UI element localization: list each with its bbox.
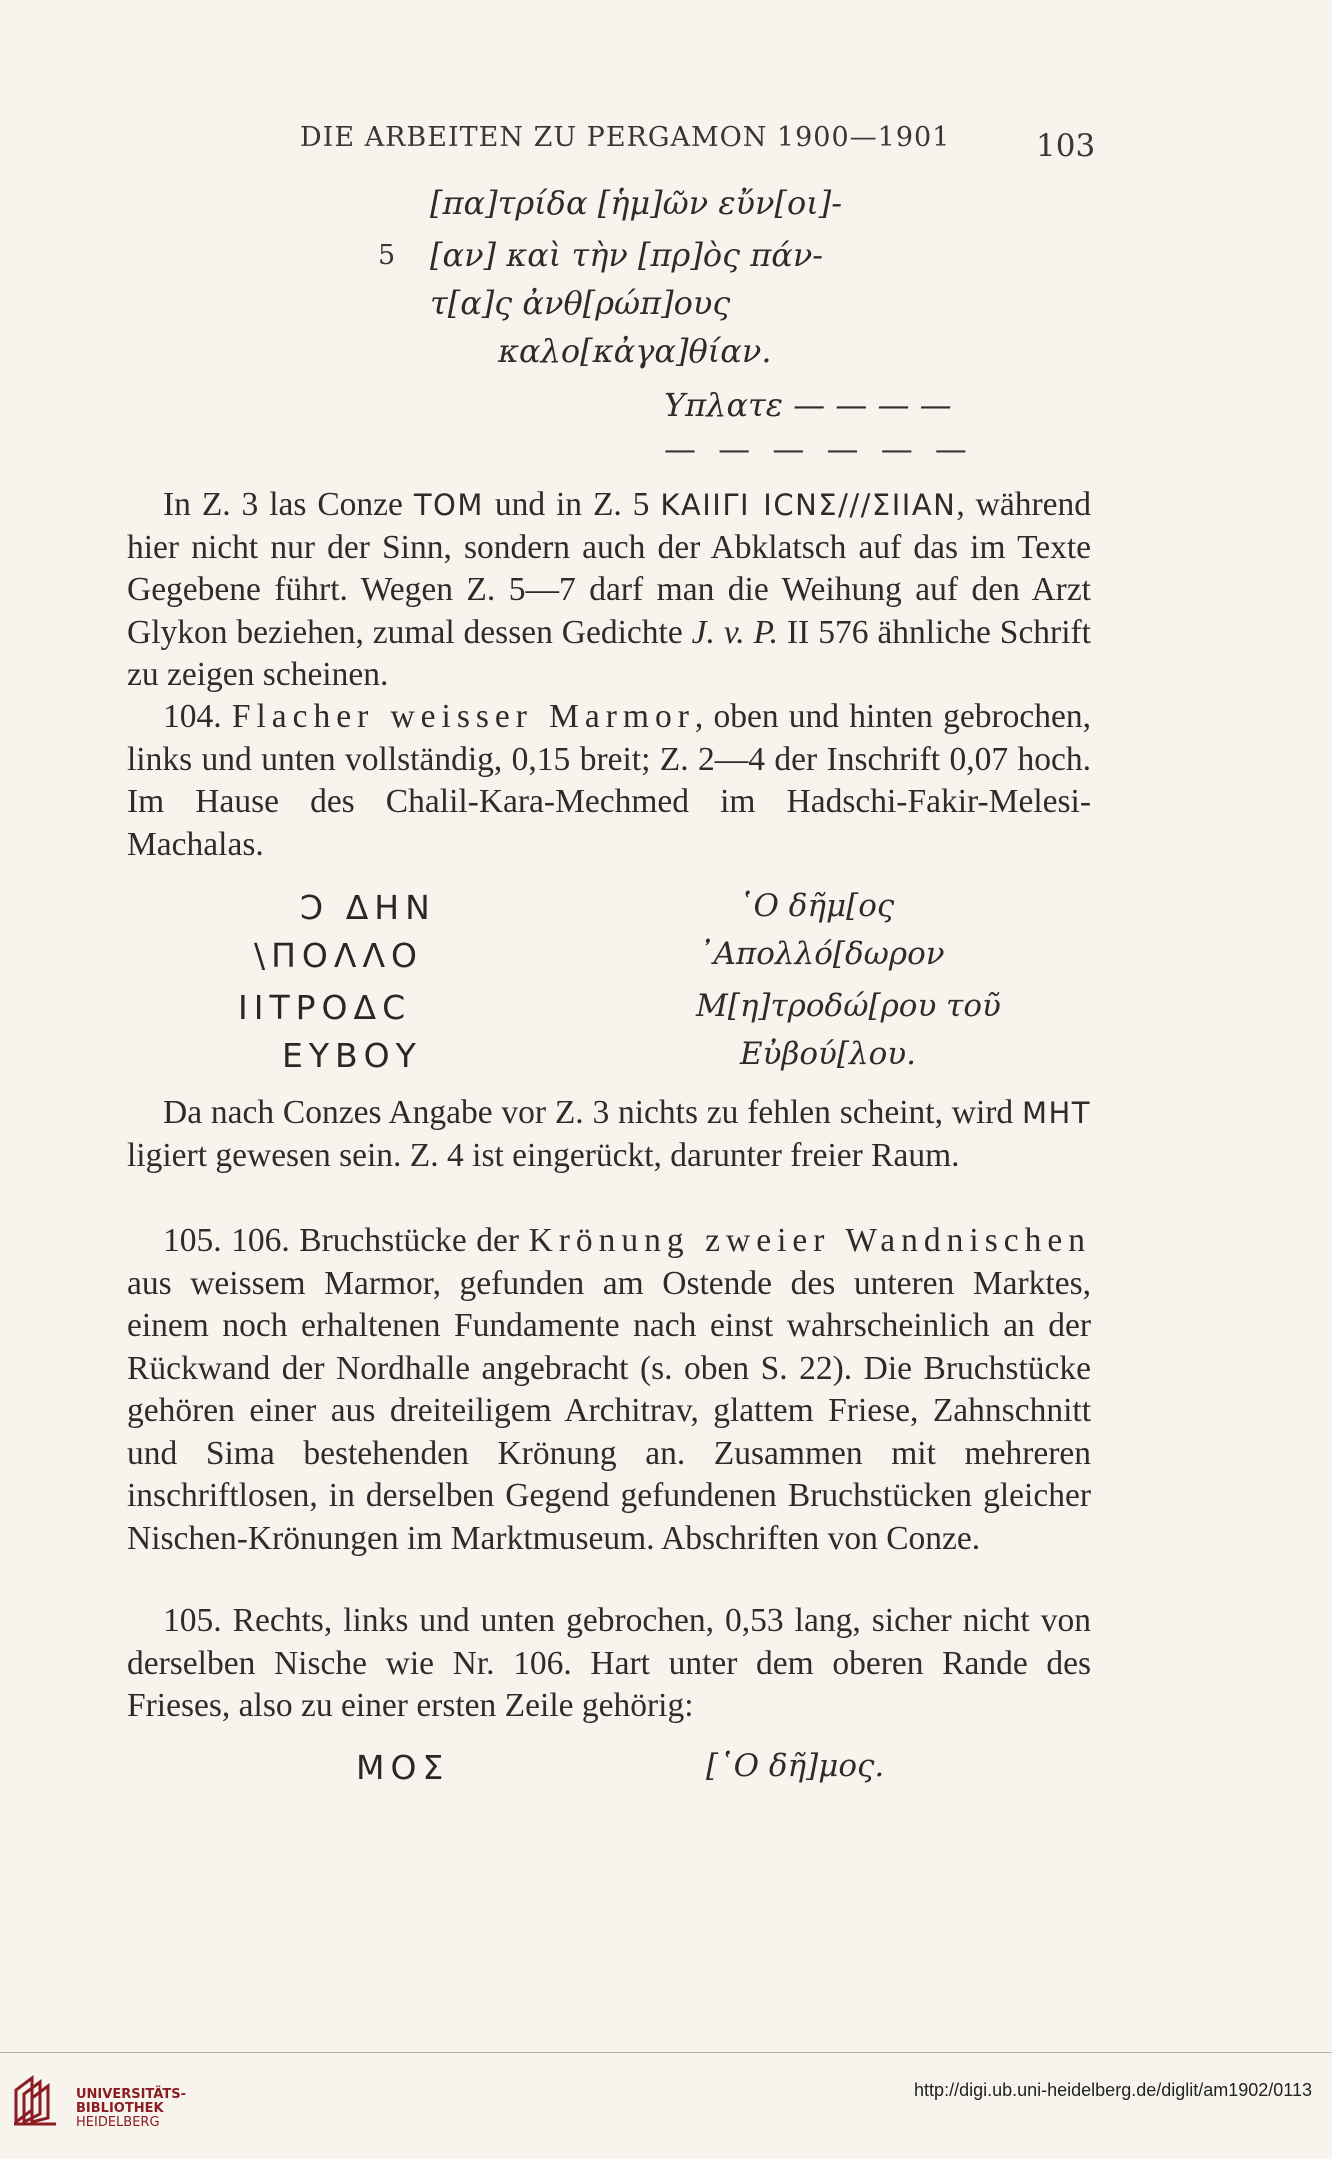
- text-run: In Z. 3 las Conze: [163, 486, 414, 523]
- inscription-line: [αν] καὶ τὴν [πρ]ὸς πάν-: [430, 236, 824, 274]
- text-run: II 576 ähnliche Schrift zu zeigen scheinen.: [127, 613, 1091, 693]
- spaced-heading: Krönung zweier Wandnischen: [528, 1222, 1091, 1259]
- library-name: [76, 2088, 186, 2130]
- citation-abbrev: J. v. P.: [691, 613, 779, 651]
- library-name-line: UNIVERSITÄTS-: [76, 2087, 186, 2102]
- inscription-line: τ[α]ς ἀνθ[ρώπ]ους: [430, 284, 731, 322]
- library-logo-icon: [10, 2068, 62, 2128]
- transcription-line: Μ[η]τροδώ[ρου τοῦ: [696, 988, 1001, 1024]
- transcription-line: ῾Ο δῆμ[ος: [738, 888, 895, 924]
- source-url-link[interactable]: http://digi.ub.uni-heidelberg.de/diglit/am1902/0113: [914, 2080, 1312, 2100]
- text-run: , oben und hinten gebrochen, links und unten vollständig, 0,15 breit; Z. 2—4 der Inschrift 0,07 hoch. Im Hause des Chalil-Kara-Mechmed im Hadschi-Fakir-Melesi-Machalas.: [127, 698, 1091, 863]
- running-title: DIE ARBEITEN ZU PERGAMON 1900—1901: [300, 122, 951, 153]
- spaced-heading: Flacher weisser Marmor: [231, 698, 695, 735]
- text-run: Da nach Conzes Angabe vor Z. 3 nichts zu fehlen scheint, wird: [163, 1094, 1022, 1131]
- transcription-line: [῾Ο δῆ]μος.: [706, 1748, 885, 1784]
- library-name-line: BIBLIOTHEK: [76, 2101, 164, 2116]
- text-run: , während hier nicht nur der Sinn, sondern auch der Abklatsch auf das im Texte Gegebene führt. Wegen Z. 5—7 darf man die Weihung auf den Arzt Glykon beziehen, zumal dessen Gedichte: [127, 486, 1091, 651]
- inscription-line: καλο[κἀγα]θίαν.: [498, 332, 772, 370]
- entry-number: 104.: [163, 698, 222, 735]
- epigraphic-line: ΕΥΒΟΥ: [282, 1036, 422, 1075]
- library-name-line: HEIDELBERG: [76, 2115, 160, 2130]
- epigraphic-line: \ΠΟΛΛΟ: [254, 936, 424, 975]
- line-number: 5: [378, 240, 396, 271]
- text-run: Bruchstücke der: [289, 1222, 529, 1259]
- text-run: Rechts, links und unten gebrochen, 0,53 lang, sicher nicht von derselben Nische wie Nr. 106. Hart unter dem oberen Rande des Frieses, also zu einer ersten Zeile gehörig:: [127, 1602, 1091, 1724]
- paragraph-105: [127, 1600, 1091, 1728]
- epigraphic-letters: ΚΑΙΙΓΙ ΙϹΝΣ///ΣΙΙΑΝ: [660, 488, 957, 522]
- entry-number: 105.: [163, 1602, 222, 1639]
- text-run: und in Z. 5: [483, 486, 661, 523]
- epigraphic-line: Ͻ ΔΗΝ: [300, 888, 436, 927]
- transcription-line: Εὐβού[λου.: [740, 1036, 917, 1072]
- epigraphic-letters: TOM: [413, 488, 484, 522]
- ypl-line: Υπλατε — — — —: [664, 386, 952, 424]
- text-run: aus weissem Marmor, gefunden am Ostende des unteren Marktes, einem noch erhaltenen Fundamente nach einst wahrscheinlich an der Rückwand der Nordhalle angebracht (s. oben S. 22). Die Bruchstücke gehören einer aus dreiteiligem Architrav, glattem Friese, Zahnschnitt und Sima bestehenden Krönung an. Zusammen mit mehreren inschriftlosen, in derselben Gegend gefundenen Bruchstücken gleicher Nischen-Krönungen im Marktmuseum. Abschriften von Conze.: [127, 1264, 1091, 1557]
- paragraph-commentary-1: [127, 484, 1091, 697]
- paragraph-104: [127, 696, 1091, 866]
- lacuna-dashes: — — — — — —: [664, 430, 973, 468]
- text-run: ligiert gewesen sein. Z. 4 ist eingerückt, darunter freier Raum.: [127, 1136, 960, 1174]
- entry-number: 105. 106.: [163, 1222, 290, 1259]
- paragraph-commentary-104: [127, 1092, 1091, 1177]
- epigraphic-line: ΜΟΣ: [356, 1748, 450, 1787]
- footer-divider: [0, 2052, 1332, 2053]
- transcription-line: ᾿Απολλό[δωρον: [698, 936, 945, 972]
- inscription-line: [πα]τρίδα [ἡμ]ῶν εὔν[οι]-: [430, 184, 843, 222]
- epigraphic-line: ΙΙΤΡΟΔϹ: [238, 988, 412, 1027]
- page-number: 103: [1036, 128, 1096, 164]
- paragraph-105-106: [127, 1220, 1091, 1560]
- epigraphic-letters: MHT: [1021, 1096, 1091, 1130]
